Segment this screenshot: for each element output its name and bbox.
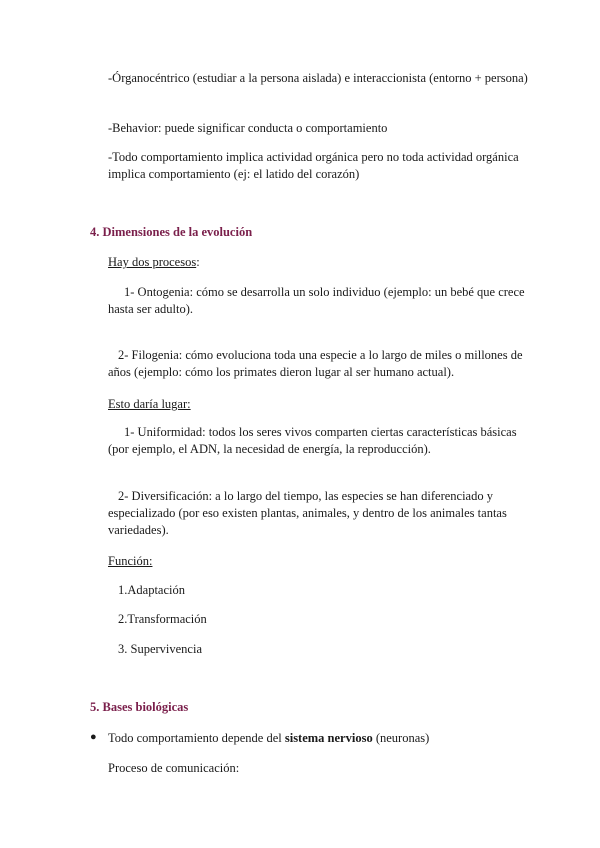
bullet-icon: ● — [90, 731, 97, 743]
paragraph-filogenia: 2- Filogenia: cómo evoluciona toda una especie a lo largo de miles o millones de años (ejemplo: cómo los primates dieron lugar al ser humano actual). — [108, 348, 523, 379]
esto-daria-label: Esto daría lugar: — [108, 397, 191, 411]
bullet-text-post: (neuronas) — [372, 731, 430, 745]
bullet-text-pre: Todo comportamiento depende del — [108, 731, 285, 745]
funcion-item-adaptacion: 1.Adaptación — [118, 583, 185, 597]
section-4-heading: 4. Dimensiones de la evolución — [90, 225, 253, 239]
bullet-text-bold: sistema nervioso — [284, 731, 373, 745]
funcion-label: Función: — [108, 554, 153, 568]
hay-dos-procesos-colon: : — [196, 255, 200, 269]
hay-dos-procesos-label — [108, 254, 538, 271]
paragraph-uniformidad: 1- Uniformidad: todos los seres vivos comparten ciertas características básicas (por ejemplo, el ADN, la necesidad de energía, la reproducción). — [108, 425, 517, 456]
proceso-comunicacion-label: Proceso de comunicación: — [108, 761, 240, 775]
funcion-item-supervivencia: 3. Supervivencia — [118, 642, 203, 656]
paragraph-behavior: -Behavior: puede significar conducta o comportamiento — [108, 121, 388, 135]
paragraph-ontogenia: 1- Ontogenia: cómo se desarrolla un solo individuo (ejemplo: un bebé que crece hasta ser adulto). — [108, 285, 525, 316]
bullet-item-sistema-nervioso — [108, 730, 538, 747]
hay-dos-procesos-text: Hay dos procesos — [108, 255, 197, 269]
funcion-item-transformacion: 2.Transformación — [118, 612, 207, 626]
paragraph-organocentrico: -Órganocéntrico (estudiar a la persona aislada) e interaccionista (entorno + persona) — [108, 71, 528, 85]
section-5-heading: 5. Bases biológicas — [90, 700, 189, 714]
paragraph-todo-comportamiento: -Todo comportamiento implica actividad orgánica pero no toda actividad orgánica implica comportamiento (ej: el latido del corazón) — [108, 150, 519, 181]
paragraph-diversificacion: 2- Diversificación: a lo largo del tiempo, las especies se han diferenciado y especializado (por eso existen plantas, animales, y dentro de los animales tantas variedades). — [108, 489, 507, 537]
